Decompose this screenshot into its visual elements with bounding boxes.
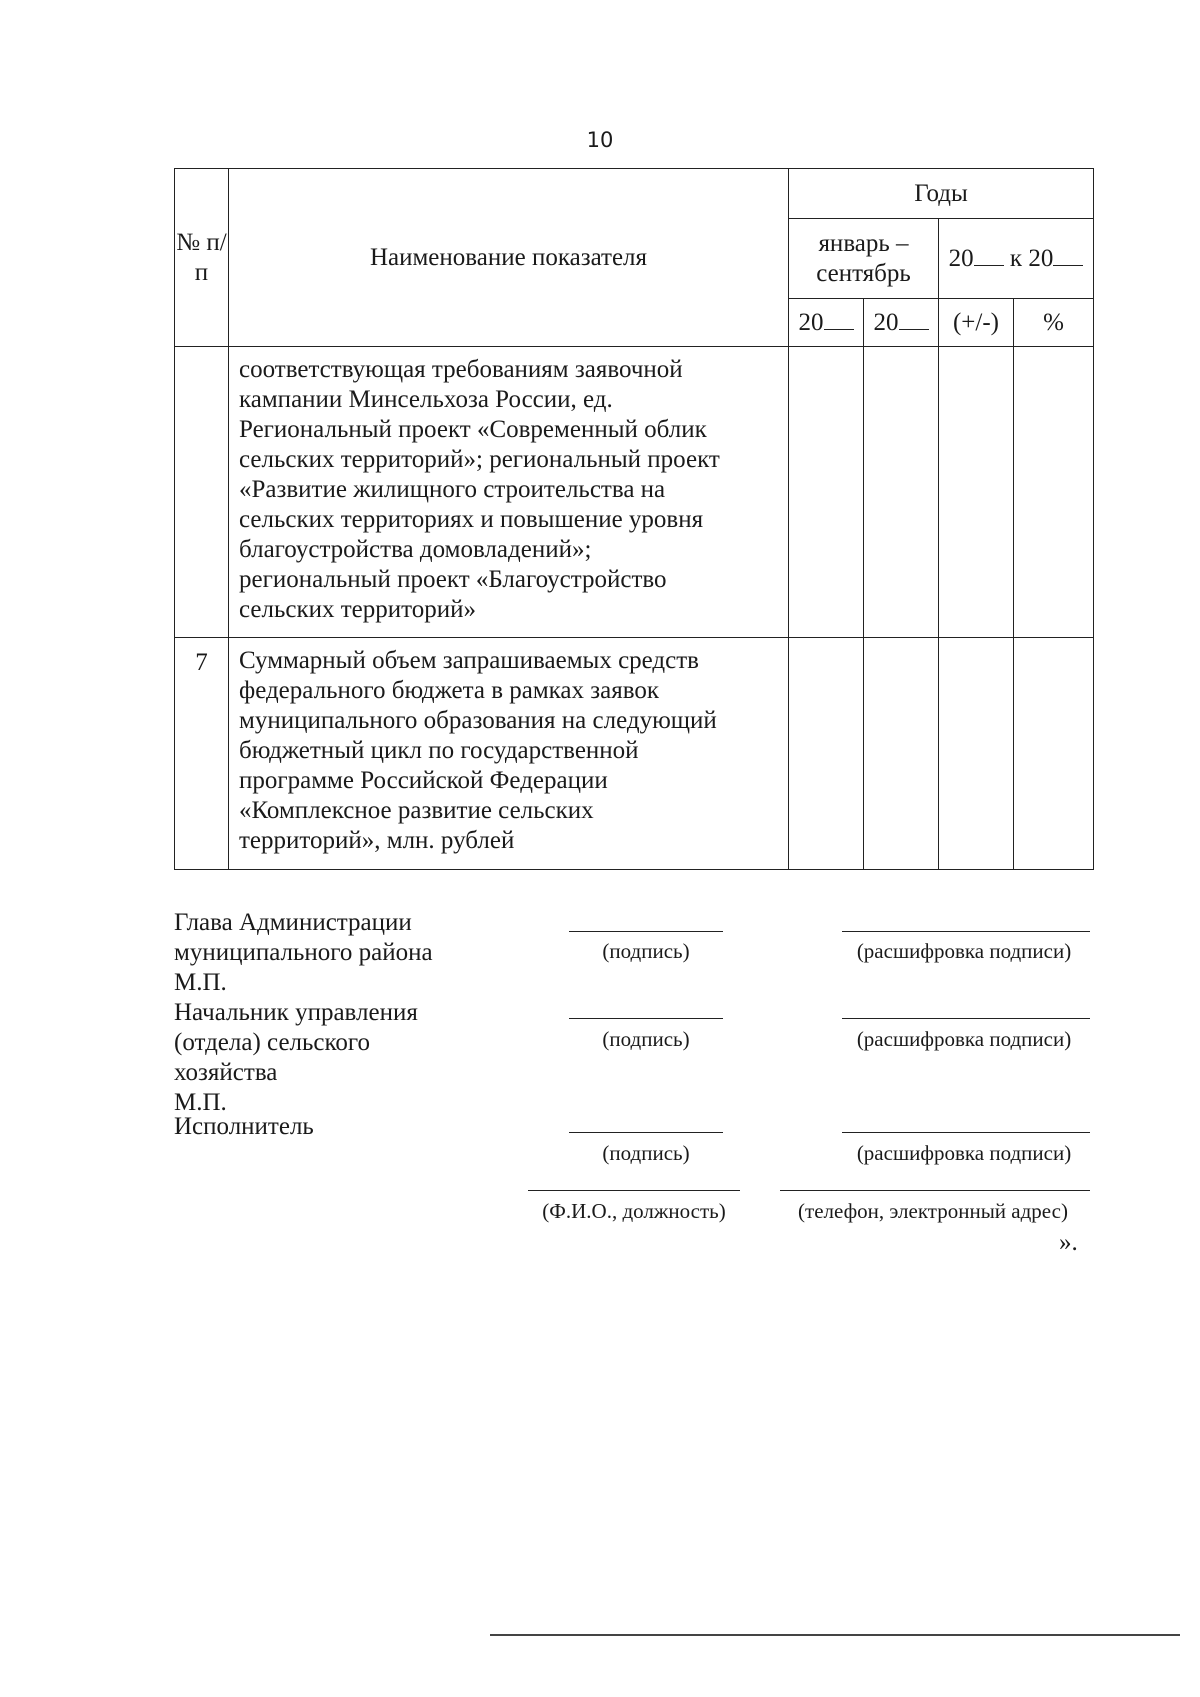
decode-line (842, 1132, 1090, 1133)
closing-quote: ». (1059, 1229, 1078, 1256)
contact-caption: (телефон, электронный адрес) (798, 1199, 1068, 1223)
row-name: Суммарный объем запрашиваемых средств федерального бюджета в рамках заявок муниципального образования на следующий бюджетный цикл по государственной программе Российской Федерации «Комплексное развитие сельских территорий», млн. рублей (229, 638, 789, 870)
row-cell-empty (939, 347, 1014, 638)
decode-caption: (расшифровка подписи) (856, 1141, 1072, 1165)
decode-caption: (расшифровка подписи) (856, 1027, 1072, 1051)
row-cell-empty (939, 638, 1014, 870)
page-number: 10 (586, 128, 614, 152)
header-compare: 20 к 20 (939, 219, 1094, 299)
row-cell-empty (864, 638, 939, 870)
decode-line (842, 1018, 1090, 1019)
row-name: соответствующая требованиям заявочной кампании Минсельхоза России, ед. Региональный проект «Современный облик сельских территорий»; региональный проект «Развитие жилищного строительства на сельских территориях и повышение уровня благоустройства домовладений»; региональный проект «Благоустройство сельских территорий» (229, 347, 789, 638)
indicator-table (174, 168, 1094, 870)
signature-caption: (подпись) (602, 939, 690, 963)
signature-line (569, 1132, 723, 1133)
header-name-col: Наименование показателя (229, 169, 789, 347)
decode-line (842, 931, 1090, 932)
header-years: Годы (789, 169, 1094, 219)
executor-title: Исполнитель (174, 1113, 314, 1140)
header-delta: (+/-) (939, 299, 1014, 347)
row-cell-empty (1014, 638, 1094, 870)
decode-caption: (расшифровка подписи) (856, 939, 1072, 963)
contact-line (780, 1190, 1090, 1191)
signature-line (569, 931, 723, 932)
row-number (175, 347, 229, 638)
fio-caption: (Ф.И.О., должность) (542, 1199, 726, 1223)
row-cell-empty (789, 347, 864, 638)
header-period: январь – сентябрь (789, 219, 939, 299)
header-year2: 20 (864, 299, 939, 347)
header-year1: 20 (789, 299, 864, 347)
table-row (175, 347, 1094, 638)
fio-line (528, 1190, 740, 1191)
header-number-col: № п/п (175, 169, 229, 347)
head-title: Глава Администрации муниципального района М.П. (174, 909, 433, 996)
table-row (175, 638, 1094, 870)
signature-caption: (подпись) (602, 1027, 690, 1051)
row-cell-empty (1014, 347, 1094, 638)
signature-caption: (подпись) (602, 1141, 690, 1165)
row-number: 7 (175, 638, 229, 870)
bottom-rule (490, 1634, 1180, 1636)
row-cell-empty (789, 638, 864, 870)
signature-line (569, 1018, 723, 1019)
chief-title: Начальник управления (отдела) сельского хозяйства М.П. (174, 999, 418, 1116)
header-percent: % (1014, 299, 1094, 347)
row-cell-empty (864, 347, 939, 638)
